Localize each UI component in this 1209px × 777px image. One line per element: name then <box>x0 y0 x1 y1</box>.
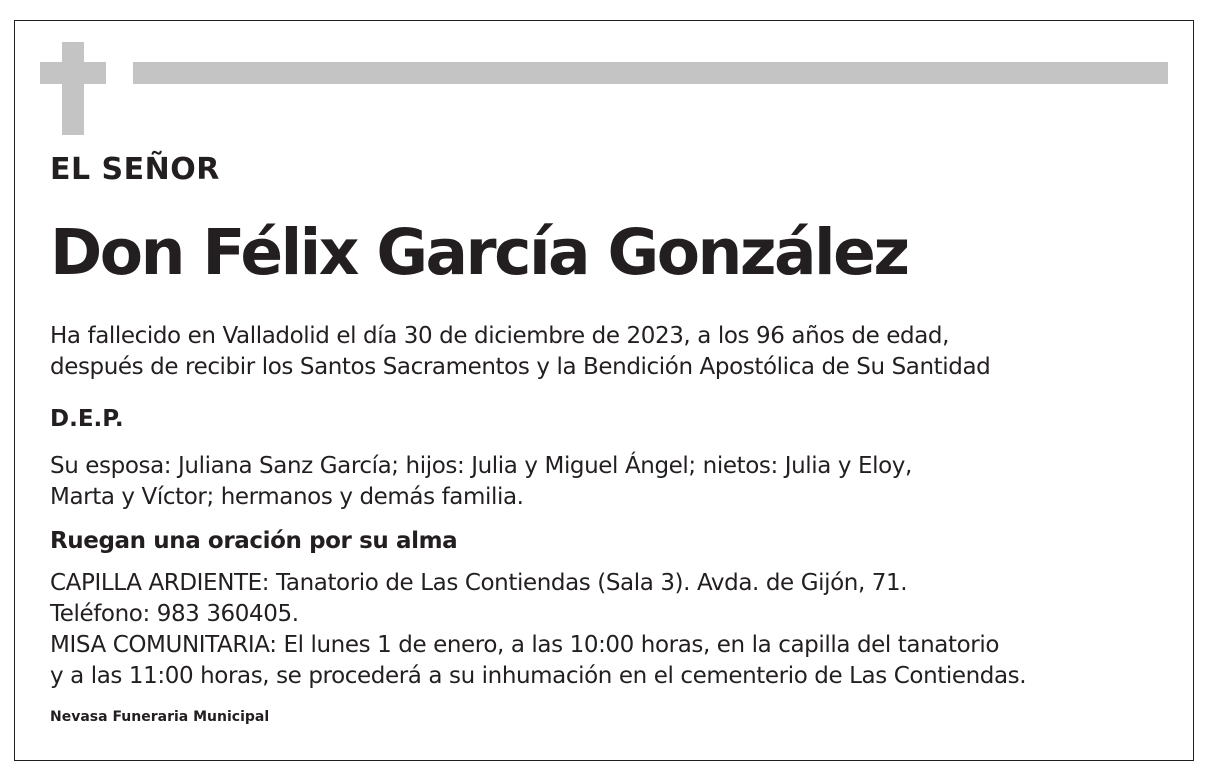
dep-label: D.E.P. <box>50 406 124 432</box>
announcement-line: después de recibir los Santos Sacramentos y la Bendición Apostólica de Su Santidad <box>50 354 991 380</box>
announcement-line: Ha fallecido en Valladolid el día 30 de diciembre de 2023, a los 96 años de edad, <box>50 323 950 349</box>
death-announcement <box>50 321 990 383</box>
honorific: EL SEÑOR <box>50 152 220 187</box>
family-list <box>50 451 912 513</box>
details-line: CAPILLA ARDIENTE: Tanatorio de Las Contiendas (Sala 3). Avda. de Gijón, 71. <box>50 570 908 596</box>
family-line: Marta y Víctor; hermanos y demás familia. <box>50 484 524 510</box>
family-line: Su esposa: Juliana Sanz García; hijos: Julia y Miguel Ángel; nietos: Julia y Eloy, <box>50 453 912 479</box>
header-rule <box>133 62 1168 84</box>
details-line: MISA COMUNITARIA: El lunes 1 de enero, a las 10:00 horas, en la capilla del tanatorio <box>50 632 1000 658</box>
funeral-home: Nevasa Funeraria Municipal <box>50 709 270 725</box>
prayer-request: Ruegan una oración por su alma <box>50 528 458 554</box>
details-line: Teléfono: 983 360405. <box>50 601 299 627</box>
deceased-name: Don Félix García González <box>50 216 908 289</box>
details-line: y a las 11:00 horas, se procederá a su inhumación en el cementerio de Las Contiendas. <box>50 663 1027 689</box>
service-details <box>50 568 1026 692</box>
